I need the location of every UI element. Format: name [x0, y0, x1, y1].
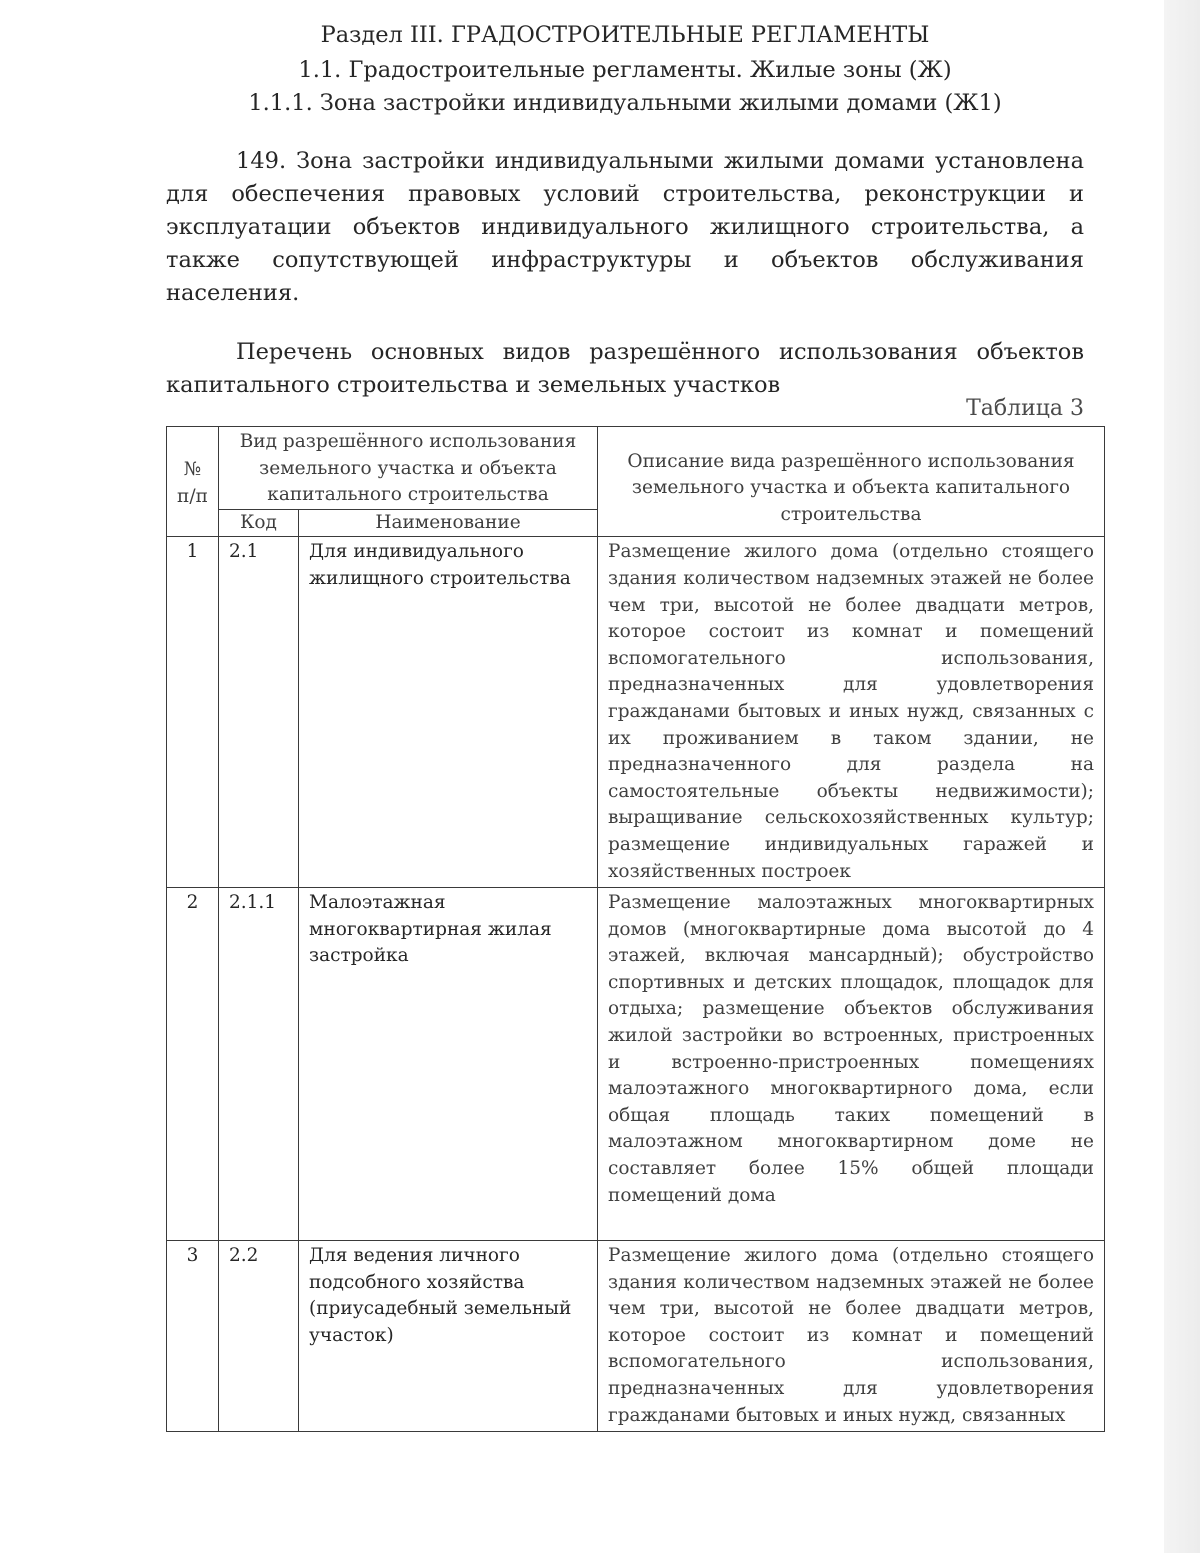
paragraph-149: 149. Зона застройки индивидуальными жилыми домами установлена для обеспечения правовых условий строительства, реконструкции и эксплуатации объектов индивидуального жилищного строительства, а также сопутствующей инфраструктуры и объектов обслуживания населения.: [166, 148, 1084, 306]
row-code: 2.1: [219, 537, 299, 888]
row-name: Для ведения личного подсобного хозяйства (приусадебный земельный участок): [299, 1241, 598, 1432]
row-desc: Размещение малоэтажных многоквартирных домов (многоквартирные дома высотой до 4 этажей, включая мансардный); обустройство спортивных и детских площадок, площадок для отдыха; размещение объектов обслуживания жилой застройки во встроенных, пристроенных и встроенно-пристроенных помещениях малоэтажного многоквартирного дома, если общая площадь таких помещений в малоэтажном многоквартирном доме не составляет более 15% общей площади помещений дома: [598, 888, 1105, 1241]
section-heading: Раздел III. ГРАДОСТРОИТЕЛЬНЫЕ РЕГЛАМЕНТЫ: [320, 22, 930, 48]
table-row: [167, 888, 1105, 1241]
header-num: № п/п: [167, 427, 219, 537]
scan-edge: [1164, 0, 1200, 1553]
permitted-use-table: [166, 426, 1105, 1432]
row-code: 2.1.1: [219, 888, 299, 1241]
row-num: 3: [167, 1241, 219, 1432]
table-row: [167, 537, 1105, 888]
header-name: Наименование: [299, 509, 598, 537]
row-name: Для индивидуального жилищного строительства: [299, 537, 598, 888]
row-code: 2.2: [219, 1241, 299, 1432]
row-num: 1: [167, 537, 219, 888]
header-code: Код: [219, 509, 299, 537]
row-name: Малоэтажная многоквартирная жилая застройка: [299, 888, 598, 1241]
table-caption: Таблица 3: [966, 396, 1084, 421]
header-desc: Описание вида разрешённого использования земельного участка и объекта капитального строительства: [598, 427, 1105, 537]
row-desc: Размещение жилого дома (отдельно стоящего здания количеством надземных этажей не более чем три, высотой не более двадцати метров, которое состоит из комнат и помещений вспомогательного использования, предназначенных для удовлетворения гражданами бытовых и иных нужд, связанных с их проживанием в таком здании, не предназначенного для раздела на самостоятельные объекты недвижимости); выращивание сельскохозяйственных культур; размещение индивидуальных гаражей и хозяйственных построек: [598, 537, 1105, 888]
row-num: 2: [167, 888, 219, 1241]
row-desc: Размещение жилого дома (отдельно стоящего здания количеством надземных этажей не более чем три, высотой не более двадцати метров, которое состоит из комнат и помещений вспомогательного использования, предназначенных для удовлетворения гражданами бытовых и иных нужд, связанных: [598, 1241, 1105, 1432]
header-vid: Вид разрешённого использования земельного участка и объекта капитального строительства: [219, 427, 598, 510]
zone-heading: 1.1.1. Зона застройки индивидуальными жилыми домами (Ж1): [248, 90, 1002, 116]
table-header-row: [167, 427, 1105, 510]
list-title: Перечень основных видов разрешённого использования объектов капитального строительства и земельных участков: [166, 339, 1084, 398]
table-row: [167, 1241, 1105, 1432]
subsection-heading: 1.1. Градостроительные регламенты. Жилые зоны (Ж): [298, 57, 952, 83]
